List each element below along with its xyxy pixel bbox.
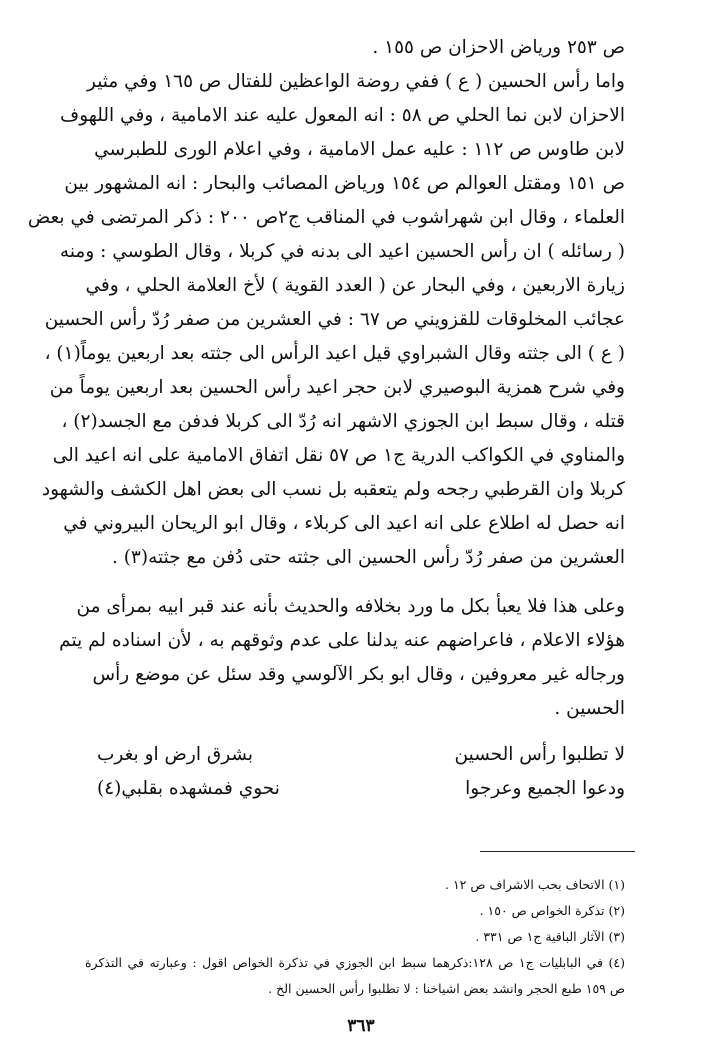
text-line: زيارة الاربعين ، وفي البحار عن ( العدد القوية ) لأخ العلامة الحلي ، وفي (85, 275, 625, 296)
text-line: عجائب المخلوقات للقزويني ص ٦٧ : في العشرين من صفر رُدّ رأس الحسين (44, 309, 625, 330)
footnote: ص ١٥٩ طبع الحجر وانشد بعض اشياخنا : لا تطلبوا رأس الحسين الخ . (268, 981, 625, 996)
verse-hemistich: بشرق ارض او بغرب (97, 744, 254, 765)
text-line: ورجاله غير معروفين ، وقال ابو بكر الآلوسي وقد سئل عن موضع رأس (92, 664, 625, 685)
verse-line (97, 738, 625, 772)
text-line: كربلا وان القرطبي رجحه ولم يتعقبه بل نسب الى بعض اهل الكشف والشهود (41, 479, 625, 500)
text-line: وعلى هذا فلا يعبأ بكل ما ورد بخلافه والحديث بأنه عند قبر ابيه بمرأى من (76, 596, 625, 617)
text-line: هؤلاء الاعلام ، فاعراضهم عنه يدلنا على عدم وثوقهم به ، لأن اسناده لم يتم (59, 630, 625, 651)
text-line: والمناوي في الكواكب الدرية ج١ ص ٥٧ نقل اتفاق الامامية على انه اعيد الى (52, 445, 625, 466)
footnote: (٣) الآثار الباقية ج١ ص ٣٣١ . (475, 929, 625, 944)
footnote-divider (480, 851, 635, 852)
text-line: العشرين من صفر رُدّ رأس الحسين الى جثته حتى دُفن مع جثته(٣) . (111, 547, 625, 568)
text-line: ص ٢٥٣ ورياض الاحزان ص ١٥٥ . (372, 37, 625, 58)
verse-hemistich: لا تطلبوا رأس الحسين (454, 744, 625, 765)
verse-hemistich: ودعوا الجميع وعرجوا (465, 778, 625, 799)
text-line: لابن طاوس ص ١١٢ : عليه عمل الامامية ، وفي اعلام الورى للطبرسي (94, 139, 625, 160)
text-line: واما رأس الحسين ( ع ) ففي روضة الواعظين للفتال ص ١٦٥ وفي مثير (86, 71, 625, 92)
text-line: الحسين . (554, 698, 625, 719)
verse-hemistich: نحوي فمشهده بقلبي(٤) (97, 778, 280, 799)
text-line: وفي شرح همزية البوصيري لابن حجر اعيد رأس الحسين بعد اربعين يوماً من (49, 377, 625, 398)
text-line: ( ع ) الى جثته وقال الشبراوي قيل اعيد الرأس الى جثته بعد اربعين يوماً(١) ، (44, 343, 625, 364)
text-line: الاحزان لابن نما الحلي ص ٥٨ : انه المعول عليه عند الامامية ، وفي اللهوف (60, 105, 625, 126)
text-line: انه حصل له اطلاع على انه اعيد الى كربلاء ، وقال ابو الريحان البيروني في (63, 513, 625, 534)
verse-line (97, 772, 625, 806)
text-line: قتله ، وقال سبط ابن الجوزي الاشهر انه رُدّ الى كربلا فدفن مع الجسد(٢) ، (61, 411, 625, 432)
footnote: (٤) في البابليات ج١ ص ١٢٨:ذكرهما سبط ابن الجوزي في تذكرة الخواص اقول : وعبارته في التذكرة (85, 955, 626, 970)
text-line: العلماء ، وقال ابن شهراشوب في المناقب ج٢ص ٢٠٠ : ذكر المرتضى في بعض (27, 207, 625, 228)
footnote: (١) الاتحاف بحب الاشراف ص ١٢ . (445, 877, 625, 892)
page-number: ٣٦٣ (347, 1016, 375, 1036)
text-line: ص ١٥١ ومقتل العوالم ص ١٥٤ ورياض المصائب والبحار : انه المشهور بين (64, 173, 625, 194)
text-line: ( رسائله ) ان رأس الحسين اعيد الى بدنه في كربلا ، وقال الطوسي : ومنه (59, 241, 625, 262)
footnote: (٢) تذكرة الخواص ص ١٥٠ . (479, 903, 625, 918)
